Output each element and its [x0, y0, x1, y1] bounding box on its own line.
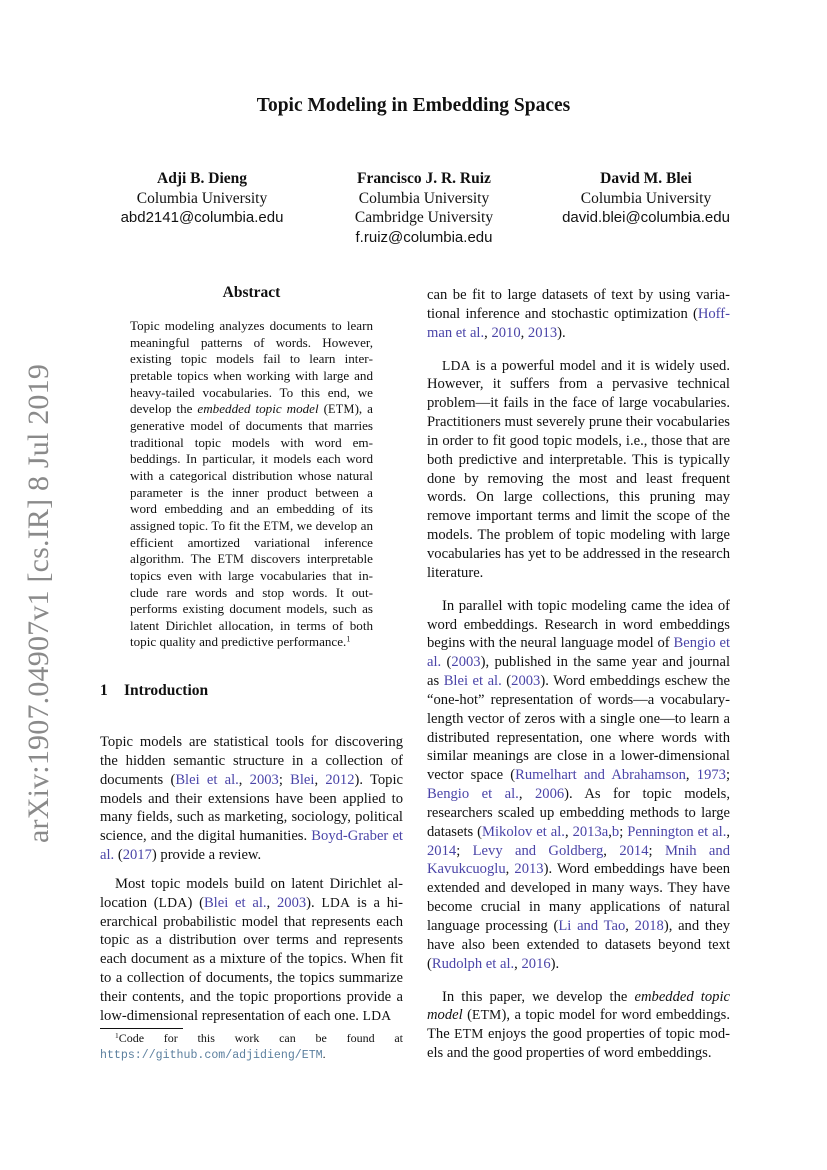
abstract-heading: Abstract — [222, 284, 281, 301]
citation-year-link[interactable]: 2003 — [511, 673, 541, 690]
right-column-text — [427, 286, 730, 1063]
citation-year-link[interactable]: 2012 — [325, 771, 355, 788]
citation-link[interactable]: Li and Tao — [558, 918, 626, 934]
citation-year-link[interactable]: 2013a — [572, 823, 609, 840]
paragraph-4: In parallel with topic modeling came the idea of word embeddings. Research in word embeddings begins with the neural language model of Bengio et al. (2003), published in the same year and journal as Blei et al. (2003). Word embeddings eschew the “one-hot” representation of words—a vocabulary-length vector of zeros with a single one—to learn a distributed representation, one where words with similar meanings are close in a lower-dimensional vector space (Rumelhart and Abrahamson, 1973; Bengio et al., 2006). As for topic models, researchers scaled up embedding methods to large datasets (Mikolov et al., 2013a,b; Pennington et al., 2014; Levy and Goldberg, 2014; Mnih and Kavukcuoglu, 2013). Word embeddings have been extended and developed in many ways. They have become crucial in many applications of natural language processing (Li and Tao, 2018), and they have also been extended to datasets beyond text (Rudolph et al., 2016). — [427, 597, 731, 972]
citation-link[interactable]: Mnih and Kavukcuoglu — [427, 842, 731, 878]
citation-year-link[interactable]: 2013 — [527, 324, 558, 341]
author-block — [100, 169, 730, 247]
author-email[interactable]: david.blei@columbia.edu — [562, 209, 730, 226]
author-affiliation: Columbia University — [136, 189, 268, 207]
author-3 — [546, 169, 746, 247]
citation-year-link[interactable]: 2014 — [427, 842, 457, 859]
citation-link[interactable]: Blei et al. — [443, 673, 502, 690]
paragraph-2: Most topic models build on latent Dirichlet allocation (LDA) (Blei et al., 2003). LDA is a hierarchical probabilistic model that represents each topic as a distribution over terms and represents each document as a mixture of the topics. When fit to a collection of documents, the topics summarize their contents, and the topic proportions provide a low-dimensional representation of each one. LDA — [100, 875, 403, 1024]
citation-year-link[interactable]: 2003 — [276, 894, 307, 911]
github-url-link[interactable]: https://github.com/adjidieng/ETM — [100, 1048, 323, 1062]
citation-link[interactable]: Boyd-Graber et al. — [100, 828, 403, 864]
paragraph-2-continued: can be fit to large datasets of text by using variational inference and stochastic optimization (Hoffman et al., 2010, 2013). — [427, 287, 730, 341]
citation-year-link[interactable]: b — [611, 823, 620, 840]
citation-year-link[interactable]: 2003 — [451, 654, 481, 671]
citation-link[interactable]: Pennington et al. — [627, 823, 727, 840]
paragraph-3: LDA is a powerful model and it is widely used. However, it suffers from a pervasive technical problem—it fails in the face of large vocabularies. Practitioners must severely prune their vocabularies in order to fit good topic models, i.e., those that are both predictive and interpretable. This is typically done by removing the most and least frequent words. On large collections, this pruning may remove important terms and limit the scope of the models. The problem of topic modeling with large vocabularies has yet to be addressed in the research literature. — [427, 357, 730, 581]
left-column-text — [100, 733, 403, 1026]
citation-link[interactable]: Rudolph et al. — [431, 955, 515, 972]
author-affiliation: Columbia University — [358, 189, 490, 207]
arxiv-identifier-stamp: arXiv:1907.04907v1 [cs.IR] 8 Jul 2019 — [22, 363, 55, 843]
citation-link[interactable]: Mikolov et al. — [482, 823, 565, 840]
citation-link[interactable]: Bengio et al. — [427, 635, 731, 671]
footnote-marker[interactable]: 1 — [346, 635, 351, 645]
paragraph-1: Topic models are statistical tools for discovering the hidden semantic structure in a collection of documents (Blei et al., 2003; Blei, 2012). Topic models and their extensions have been applied to many fields, such as marketing, sociology, political science, and the digital humanities. Boyd-Graber et al. (2017) provide a review. — [100, 734, 403, 864]
footnote-divider — [100, 1028, 183, 1029]
citation-year-link[interactable]: 2013 — [514, 861, 544, 878]
citation-year-link[interactable]: 1973 — [696, 767, 726, 784]
paragraph-5: In this paper, we develop the embedded topic model (ETM), a topic model for word embeddings. The ETM enjoys the good properties of topic models and the good properties of word embeddings. — [427, 988, 731, 1062]
citation-year-link[interactable]: 2003 — [249, 771, 279, 788]
citation-year-link[interactable]: 2006 — [534, 786, 565, 803]
author-email[interactable]: abd2141@columbia.edu — [120, 209, 284, 226]
author-name: Francisco J. R. Ruiz — [357, 170, 491, 187]
author-name: Adji B. Dieng — [157, 170, 247, 187]
author-1 — [102, 169, 302, 247]
citation-link[interactable]: Rumelhart and Abrahamson — [515, 767, 686, 784]
author-name: David M. Blei — [600, 170, 692, 187]
author-email[interactable]: f.ruiz@columbia.edu — [355, 228, 493, 246]
citation-year-link[interactable]: 2010 — [491, 324, 521, 341]
citation-link[interactable]: Blei et al. — [203, 894, 267, 911]
citation-year-link[interactable]: 2014 — [619, 842, 649, 859]
author-2 — [339, 169, 509, 247]
author-affiliation: Columbia University — [580, 189, 712, 207]
citation-link[interactable]: Bengio et al. — [427, 786, 519, 803]
citation-link[interactable]: Blei et al. — [175, 771, 239, 788]
citation-link[interactable]: Hoffman et al. — [427, 305, 730, 341]
citation-year-link[interactable]: 2017 — [122, 847, 152, 864]
section-heading-introduction: 1 Introduction — [100, 682, 209, 699]
citation-link[interactable]: Blei — [290, 771, 315, 788]
citation-link[interactable]: Levy and Goldberg — [472, 842, 604, 859]
citation-year-link[interactable]: 2016 — [521, 955, 551, 972]
abstract-body: Topic modeling analyzes documents to learn meaningful patterns of words. However, existing topic models fail to learn interpretable topics when working with large and heavy-tailed vocabularies. To this end, we develop the embedded topic model (ETM), a generative model of documents that marries traditional topic models with word embeddings. In particular, it models each word with a categorical distribution whose natural parameter is the inner product between a word embedding and an embedding of its assigned topic. To fit the ETM, we develop an efficient amortized variational inference algorithm. The ETM discovers interpretable topics even with large vocabularies that include rare words and stop words. It outperforms existing document models, such as latent Dirichlet allocation, in terms of both topic quality and predictive performance.$^1$ — [130, 318, 373, 650]
author-affiliation: Cambridge University — [354, 209, 494, 226]
footnote-1: $^1$Code for this work can be found at https://github.com/adjidieng/ETM. — [100, 1030, 403, 1062]
paper-title: Topic Modeling in Embedding Spaces — [256, 95, 571, 116]
citation-year-link[interactable]: 2018 — [634, 918, 664, 934]
